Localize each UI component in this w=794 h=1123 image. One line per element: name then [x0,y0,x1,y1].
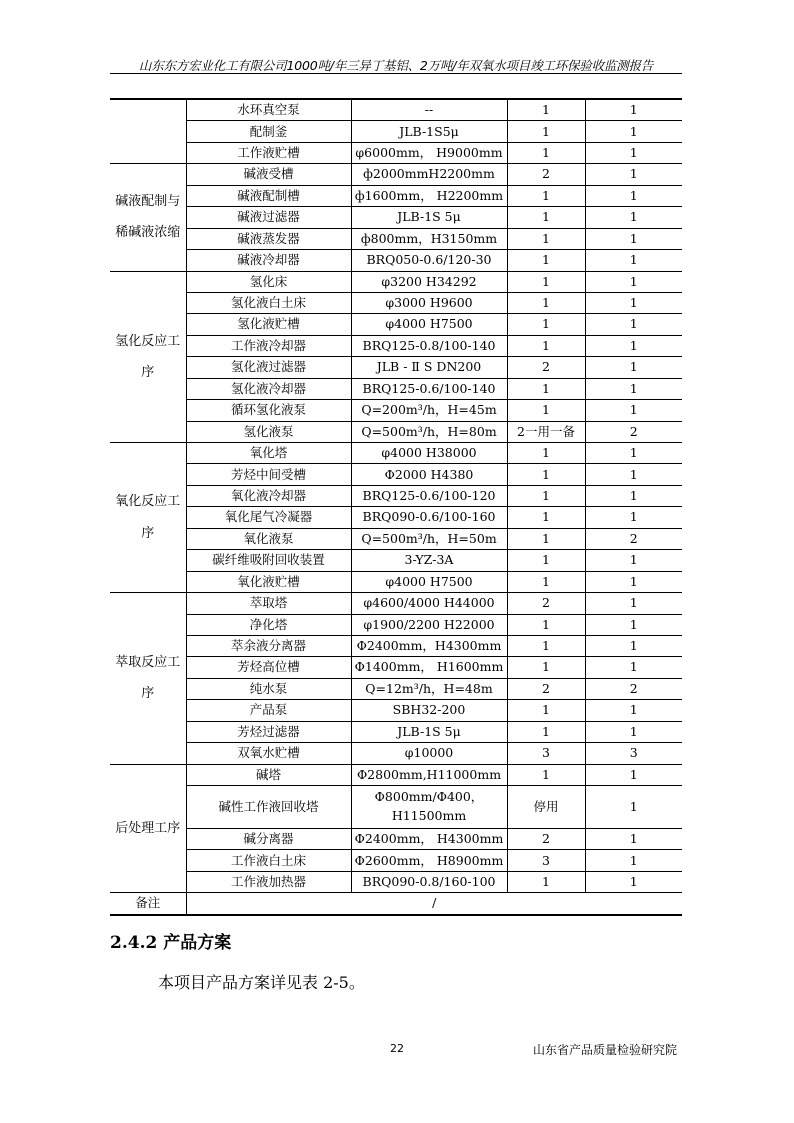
table-row [110,443,682,464]
table-row [110,292,682,313]
equipment-name: 产品泵 [186,700,351,721]
equipment-qty-actual: 1 [585,357,682,378]
equipment-spec: 3-YZ-3A [351,550,507,571]
equipment-qty-design: 2 [507,678,585,699]
table-row [110,593,682,614]
equipment-qty-design: 1 [507,571,585,592]
section-heading: 2.4.2 产品方案 [110,933,232,953]
equipment-name: 水环真空泵 [186,99,351,121]
body-paragraph: 本项目产品方案详见表 2-5。 [158,973,365,992]
equipment-name: 萃余液分离器 [186,635,351,656]
equipment-qty-design: 1 [507,764,585,785]
equipment-spec: JLB-1S5μ [351,121,507,142]
equipment-qty-design: 1 [507,550,585,571]
equipment-spec: ф2000mmH2200mm [351,164,507,185]
equipment-name: 氧化液泵 [186,528,351,549]
equipment-qty-design: 1 [507,121,585,142]
equipment-qty-actual: 1 [585,593,682,614]
equipment-qty-actual: 1 [585,228,682,249]
table-row [110,614,682,635]
equipment-name: 碱液蒸发器 [186,228,351,249]
equipment-qty-actual: 1 [585,164,682,185]
equipment-qty-design: 1 [507,250,585,271]
equipment-qty-actual: 1 [585,121,682,142]
table-row [110,507,682,528]
remark-label: 备注 [110,893,186,915]
table-row [110,250,682,271]
equipment-qty-design: 1 [507,721,585,742]
equipment-qty-design: 1 [507,142,585,163]
equipment-qty-actual: 2 [585,678,682,699]
table-row [110,142,682,163]
equipment-qty-actual: 1 [585,614,682,635]
table-row [110,635,682,656]
equipment-name: 芳烃中间受槽 [186,464,351,485]
equipment-qty-actual: 1 [585,850,682,871]
equipment-name: 净化塔 [186,614,351,635]
equipment-spec: φ1900/2200 H22000 [351,614,507,635]
equipment-qty-actual: 2 [585,528,682,549]
equipment-name: 碱性工作液回收塔 [186,786,351,829]
table-row [110,571,682,592]
equipment-spec: φ10000 [351,743,507,764]
table-row [110,786,682,829]
equipment-name: 氧化液贮槽 [186,571,351,592]
equipment-spec: Φ2400mm， H4300mm [351,829,507,850]
table-row [110,829,682,850]
table-row [110,743,682,764]
table-row [110,400,682,421]
equipment-qty-design: 1 [507,657,585,678]
equipment-qty-design: 2 [507,593,585,614]
remark-value: / [186,893,682,915]
equipment-qty-design: 1 [507,292,585,313]
equipment-qty-design: 1 [507,464,585,485]
equipment-spec: Q=200m³/h，H=45m [351,400,507,421]
equipment-spec: BRQ125-0.8/100-140 [351,335,507,356]
equipment-qty-design: 2 [507,829,585,850]
equipment-qty-actual: 1 [585,507,682,528]
equipment-qty-design: 1 [507,443,585,464]
equipment-spec: Q=500m³/h，H=80m [351,421,507,442]
equipment-qty-actual: 2 [585,421,682,442]
table-row [110,893,682,915]
equipment-spec: φ4000 H7500 [351,314,507,335]
equipment-name: 循环氢化液泵 [186,400,351,421]
equipment-name: 碱液受槽 [186,164,351,185]
equipment-name: 工作液加热器 [186,871,351,892]
equipment-qty-design: 3 [507,743,585,764]
equipment-qty-actual: 1 [585,271,682,292]
equipment-qty-design: 1 [507,485,585,506]
equipment-name: 氢化床 [186,271,351,292]
equipment-spec: BRQ090-0.6/100-160 [351,507,507,528]
equipment-qty-actual: 1 [585,829,682,850]
equipment-qty-design: 停用 [507,786,585,829]
equipment-spec: ф1600mm， H2200mm [351,185,507,206]
equipment-spec: φ3200 H34292 [351,271,507,292]
equipment-qty-design: 1 [507,185,585,206]
equipment-qty-actual: 1 [585,335,682,356]
equipment-name: 工作液贮槽 [186,142,351,163]
table-row [110,678,682,699]
equipment-spec: Φ2000 H4380 [351,464,507,485]
equipment-qty-actual: 1 [585,635,682,656]
equipment-name: 氧化塔 [186,443,351,464]
equipment-name: 纯水泵 [186,678,351,699]
equipment-name: 工作液白土床 [186,850,351,871]
header-rule [110,73,682,74]
equipment-qty-design: 1 [507,400,585,421]
table-row [110,314,682,335]
equipment-qty-design: 1 [507,99,585,121]
equipment-spec: φ4000 H38000 [351,443,507,464]
equipment-spec: JLB-1S 5μ [351,207,507,228]
process-section-cell: 萃取反应工序 [110,593,186,765]
equipment-name: 双氧水贮槽 [186,743,351,764]
equipment-qty-design: 1 [507,335,585,356]
table-row [110,485,682,506]
equipment-qty-actual: 1 [585,443,682,464]
equipment-qty-design: 1 [507,614,585,635]
equipment-qty-design: 3 [507,850,585,871]
equipment-qty-actual: 1 [585,142,682,163]
equipment-qty-design: 1 [507,378,585,399]
footer-institute: 山东省产品质量检验研究院 [533,1043,678,1057]
table-row [110,335,682,356]
equipment-name: 工作液冷却器 [186,335,351,356]
equipment-qty-actual: 1 [585,571,682,592]
equipment-spec: Φ1400mm， H1600mm [351,657,507,678]
equipment-spec: JLB - Ⅱ S DN200 [351,357,507,378]
equipment-qty-design: 1 [507,271,585,292]
equipment-spec: BRQ090-0.8/160-100 [351,871,507,892]
equipment-qty-actual: 1 [585,185,682,206]
equipment-spec: SBH32-200 [351,700,507,721]
equipment-spec: BRQ125-0.6/100-140 [351,378,507,399]
process-section-cell: 碱液配制与稀碱液浓缩 [110,164,186,271]
equipment-spec: φ3000 H9600 [351,292,507,313]
page-number: 22 [390,1042,404,1055]
table-row [110,185,682,206]
equipment-name: 碱塔 [186,764,351,785]
equipment-name: 氧化尾气冷凝器 [186,507,351,528]
table-row [110,550,682,571]
equipment-qty-actual: 1 [585,250,682,271]
table-row [110,850,682,871]
process-section-cell: 氢化反应工序 [110,271,186,443]
equipment-qty-design: 1 [507,207,585,228]
equipment-spec: Φ2600mm， H8900mm [351,850,507,871]
equipment-qty-actual: 1 [585,99,682,121]
equipment-table [110,98,682,916]
equipment-qty-design: 1 [507,871,585,892]
equipment-name: 氧化液冷却器 [186,485,351,506]
table-row [110,700,682,721]
equipment-spec: Q=12m³/h，H=48m [351,678,507,699]
equipment-qty-design: 2 [507,357,585,378]
equipment-qty-actual: 1 [585,721,682,742]
table-row [110,121,682,142]
equipment-qty-design: 1 [507,314,585,335]
equipment-name: 芳烃高位槽 [186,657,351,678]
equipment-spec: φ4600/4000 H44000 [351,593,507,614]
equipment-qty-actual: 1 [585,871,682,892]
table-row [110,271,682,292]
equipment-name: 碱分离器 [186,829,351,850]
equipment-name: 碱液冷却器 [186,250,351,271]
equipment-spec: Q=500m³/h，H=50m [351,528,507,549]
equipment-qty-actual: 1 [585,657,682,678]
equipment-qty-design: 2一用一备 [507,421,585,442]
process-section-cell [110,99,186,164]
equipment-qty-design: 1 [507,228,585,249]
equipment-qty-actual: 1 [585,764,682,785]
equipment-spec: BRQ050-0.6/120-30 [351,250,507,271]
equipment-qty-actual: 3 [585,743,682,764]
equipment-spec: BRQ125-0.6/100-120 [351,485,507,506]
equipment-name: 配制釜 [186,121,351,142]
equipment-name: 碳纤维吸附回收装置 [186,550,351,571]
process-section-cell: 氧化反应工序 [110,443,186,593]
equipment-name: 碱液过滤器 [186,207,351,228]
table-row [110,871,682,892]
table-row [110,657,682,678]
table-row [110,764,682,785]
equipment-qty-design: 1 [507,635,585,656]
table-row [110,228,682,249]
equipment-qty-actual: 1 [585,207,682,228]
equipment-name: 氢化液冷却器 [186,378,351,399]
equipment-qty-actual: 1 [585,550,682,571]
table-row [110,207,682,228]
equipment-qty-actual: 1 [585,400,682,421]
equipment-name: 氢化液过滤器 [186,357,351,378]
equipment-name: 萃取塔 [186,593,351,614]
table-row [110,421,682,442]
table-row [110,164,682,185]
equipment-spec: ф800mm，H3150mm [351,228,507,249]
equipment-qty-actual: 1 [585,700,682,721]
table-row [110,721,682,742]
equipment-qty-design: 1 [507,507,585,528]
page-header-title: 山东东方宏业化工有限公司1000吨/年三异丁基铝、2万吨/年双氧水项目竣工环保验收监测报告 [138,58,654,73]
equipment-name: 氢化液泵 [186,421,351,442]
equipment-qty-design: 2 [507,164,585,185]
table-row [110,378,682,399]
equipment-name: 氢化液白土床 [186,292,351,313]
equipment-qty-actual: 1 [585,464,682,485]
table-row [110,464,682,485]
equipment-qty-actual: 1 [585,314,682,335]
equipment-spec: Φ2400mm，H4300mm [351,635,507,656]
table-row [110,99,682,121]
equipment-spec: -- [351,99,507,121]
equipment-name: 氢化液贮槽 [186,314,351,335]
equipment-qty-design: 1 [507,700,585,721]
equipment-qty-actual: 1 [585,378,682,399]
table-row [110,357,682,378]
table-row [110,528,682,549]
equipment-name: 碱液配制槽 [186,185,351,206]
equipment-spec: φ6000mm， H9000mm [351,142,507,163]
equipment-spec: φ4000 H7500 [351,571,507,592]
equipment-qty-actual: 1 [585,292,682,313]
equipment-qty-actual: 1 [585,485,682,506]
equipment-spec: Φ2800mm,H11000mm [351,764,507,785]
equipment-spec: Φ800mm/Φ400，H11500mm [351,786,507,829]
equipment-spec: JLB-1S 5μ [351,721,507,742]
equipment-qty-design: 1 [507,528,585,549]
equipment-qty-actual: 1 [585,786,682,829]
equipment-name: 芳烃过滤器 [186,721,351,742]
process-section-cell: 后处理工序 [110,764,186,893]
